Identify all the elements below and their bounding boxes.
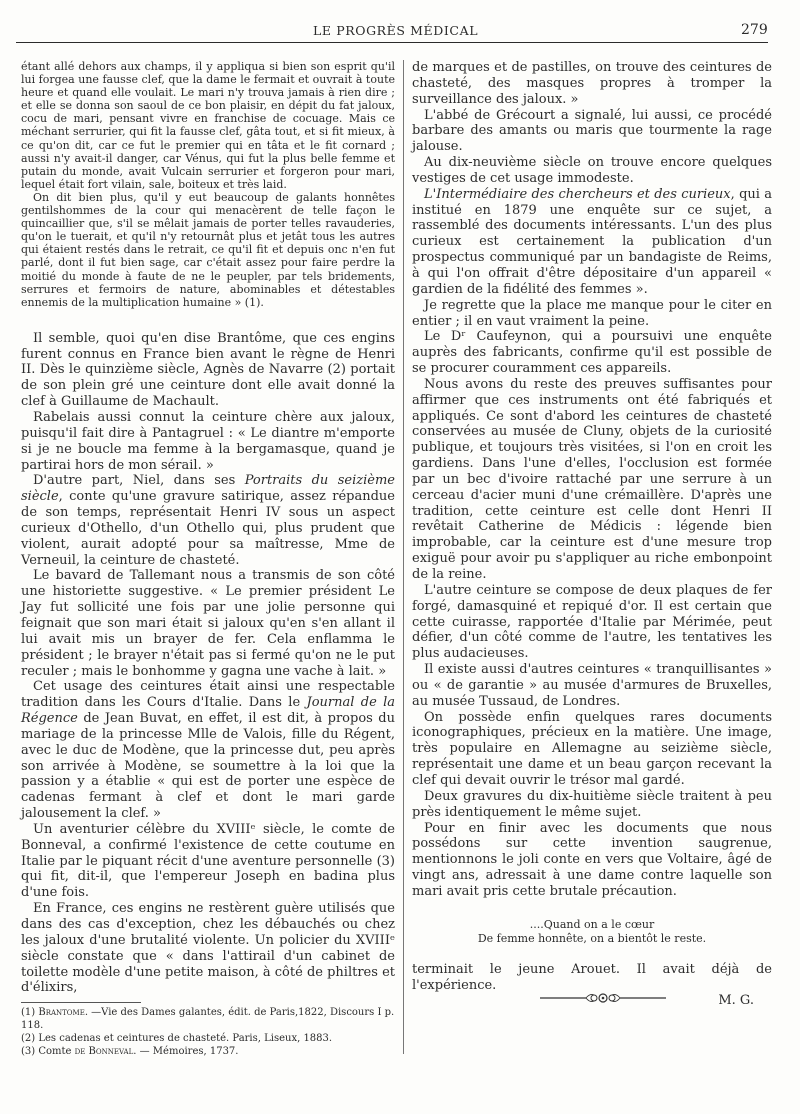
footnote-text: Les cadenas et ceintures de chasteté. Paris, Liseux, 1883. [38, 1033, 333, 1044]
body-paragraph: Au dix-neuvième siècle on trouve encore quelques vestiges de cet usage immodeste. [412, 155, 772, 186]
footnote-author: Brantome [38, 1007, 85, 1018]
verse-line: ....Quand on a le cœur [529, 917, 655, 931]
body-paragraph: L'abbé de Grécourt a signalé, lui aussi, ce procédé barbare des amants ou maris que tourmente la rage jalouse. [412, 107, 772, 155]
body-paragraph: Pour en finir avec les documents que nous possédons sur cette invention saugrenue, mentionnons le joli conte en vers que Voltaire, âgé de vingt ans, adressait à une dame contre laquelle son mari avait pris cette brutale précaution. [412, 820, 772, 899]
spacer [21, 309, 395, 331]
body-paragraph: Deux gravures du dix-huitième siècle traitent à peu près identiquement le même sujet. [412, 788, 772, 820]
body-paragraph [21, 473, 395, 568]
footnotes [21, 1006, 395, 1058]
footnote-text: . — Mémoires, 1737. [133, 1046, 239, 1057]
footnote-number: (3) Comte [21, 1046, 75, 1057]
italic-title: Journal de la Régence [21, 695, 396, 727]
text-run: Cet usage des ceintures était ainsi une respectable tradition dans les Cours d'Italie. Dans le [21, 679, 395, 711]
author-signature: M. G. [718, 993, 754, 1009]
quote-paragraph: On dit bien plus, qu'il y eut beaucoup de galants honnêtes gentilshommes de la cour qui menacèrent de telle façon le quincaillier que, s'il se mêlait jamais de porter telles ravauderies, qu'on le tuerait, et qu'il n'y retournât plus et jetât tous les autres qui étaient restés dans le retrait, ce qu'il fit et depuis onc n'en fut parlé, dont il fut bien sage, car c'était assez pour faire perdre la moitié du monde à faute de ne le peupler, par tels bridements, serrures et fermoirs de nature, abominables et détestables ennemis de la multiplication humaine » (1). [21, 190, 395, 309]
body-paragraph: Le bavard de Tallemant nous a transmis de son côté une historiette suggestive. « Le premier président Le Jay fut sollicité une fois par une jolie personne qui feignait que son mari était si jaloux qu'en s'en allant il lui avait mis un brayer de fer. Cela enflamma le président ; le brayer n'était pas si fermé qu'on ne le put reculer ; mais le bonhomme y gagna une vache à lait. » [21, 568, 395, 679]
page-header [0, 20, 800, 40]
body-paragraph: On possède enfin quelques rares documents iconographiques, précieux en la matière. Une image, très populaire en Allemagne au seizième siècle, représentait une dame et un beau garçon recevant la clef qui devait ouvrir le trésor mal gardé. [412, 709, 772, 788]
body-paragraph: En France, ces engins ne restèrent guère utilisés que dans des cas d'exception, chez les débauchés ou chez les jaloux d'une brutalité violente. Un policier du XVIIIᵉ siècle constate que « dans l'attirail d'un cabinet de toilette modèle d'une petite maison, à côté de philtres et d'élixirs, [21, 901, 395, 996]
footnote [21, 1032, 395, 1045]
closing-line: terminait le jeune Arouet. Il avait déjà de l'expérience. [412, 961, 772, 993]
column-divider [403, 60, 404, 1054]
footnote-author: de Bonneval [74, 1046, 134, 1057]
body-paragraph: Le Dʳ Caufeynon, qui a poursuivi une enquête auprès des fabricants, confirme qu'il est possible de se procurer couramment ces appareils. [412, 329, 772, 377]
text-run: , qui a institué en 1879 une enquête sur ce sujet, a rassemblé des documents intéressants. L'un des plus curieux est certainement la publication d'un prospectus communiqué par un bandagiste de Reims, à qui l'on offrait d'être dépositaire d'un appareil « gardien de la fidélité des femmes ». [412, 186, 773, 297]
body-paragraph: L'autre ceinture se compose de deux plaques de fer forgé, damasquiné et repiqué d'or. Il est certain que cette cuirasse, rapportée d'Italie par Mérimée, peut défier, d'un côté comme de l'autre, les tentatives les plus audacieuses. [412, 582, 772, 662]
left-column [21, 60, 395, 996]
italic-title: L'Intermédiaire des chercheurs et des curieux [424, 186, 731, 202]
verse-line: De femme honnête, on a bientôt le reste. [477, 931, 707, 945]
body-paragraph: Un aventurier célèbre du XVIIIᵉ siècle, le comte de Bonneval, a confirmé l'existence de cette coutume en Italie par le piquant récit d'une aventure personnelle (3) qui fit, dit-il, que l'empereur Joseph en badina plus d'une fois. [21, 821, 395, 901]
body-paragraph: Il existe aussi d'autres ceintures « tranquillisantes » ou « de garantie » au musée d'armures de Bruxelles, au musée Tussaud, de Londres. [412, 662, 772, 709]
footnote-number: (2) [21, 1033, 39, 1044]
italic-title: Portraits du seizième siècle [21, 473, 395, 505]
footnote-text: . —Vie des Dames galantes, édit. de Paris,1822, Discours I p. 118. [21, 1007, 395, 1031]
right-column [412, 60, 772, 1009]
text-run: de Jean Buvat, en effet, il est dit, à propos du mariage de la princesse Mlle de Valois, fille du Régent, avec le duc de Modène, que la princesse dut, peu après son arrivée à Modène, se soumettre à la loi que la passion y a établie « qui est de porter une espèce de cadenas fermant à clef et dont le mari garde jalousement la clef. » [21, 711, 395, 822]
text-run: D'autre part, Niel, dans ses [33, 473, 245, 489]
body-paragraph [21, 679, 395, 822]
body-paragraph: Nous avons du reste des preuves suffisantes pour affirmer que ces instruments ont été fabriqués et appliqués. Ce sont d'abord les ceintures de chasteté conservées au musée de Cluny, objets de la curiosité publique, et toujours très visitées, si l'on en croit les gardiens. Dans l'une d'elles, l'occlusion est formée par un bec d'ivoire rattaché par une serrure à un cerceau d'acier muni d'une crémaillère. D'après une tradition, cette ceinture est celle dont Henri II revêtait Catherine de Médicis : légende bien improbable, car la ceinture est d'une mesure trop exiguë pour avoir pu s'appliquer au riche embonpoint de la reine. [412, 376, 772, 582]
quotation-block [21, 60, 395, 309]
text-run: , conte qu'une gravure satirique, assez répandue de son temps, représentait Henri IV sous un aspect curieux d'Othello, d'un Othello qui, plus prudent que violent, aurait adopté pour sa maîtresse, Mme de Verneuil, la ceinture de chasteté. [21, 489, 395, 568]
quote-paragraph: étant allé dehors aux champs, il y appliqua si bien son esprit qu'il lui forgea une fausse clef, que la dame le fermait et ouvrait à toute heure et quand elle voulait. Le mari n'y trouva jamais à rien dire ; et elle se donna son saoul de ce bon plaisir, en dépit du fat jaloux, cocu de mari, pensant vivre en franchise de cocuage. Mais ce méchant serrurier, qui fit la fausse clef, gâta tout, et si fit mieux, à ce qu'on dit, car ce fut le premier qui en tâta et le fit cornard ; aussi n'y avait-il danger, car Vénus, qui fut la plus belle femme et putain du monde, avait Vulcain serrurier et forgeron pour mari, lequel était fort vilain, sale, boiteux et très laid. [21, 60, 395, 191]
footnote-number: (1) [21, 1007, 39, 1018]
running-title: LE PROGRÈS MÉDICAL [313, 23, 479, 38]
footnote-rule [21, 1002, 141, 1003]
verse-quotation [412, 918, 772, 946]
body-paragraph: de marques et de pastilles, on trouve des ceintures de chasteté, des masques propres à tromper la surveillance des jaloux. » [412, 60, 772, 107]
footnote [21, 1045, 395, 1058]
footnote [21, 1006, 395, 1032]
body-paragraph: Je regrette que la place me manque pour le citer en entier ; il en vaut vraiment la peine. [412, 297, 772, 329]
header-rule [16, 42, 768, 43]
body-paragraph: Rabelais aussi connut la ceinture chère aux jaloux, puisqu'il fait dire à Pantagruel : « Le diantre m'emporte si je ne boucle ma femme à la bergamasque, quand je partirai hors de mon sérail. » [21, 410, 395, 473]
floral-ornament-icon [538, 990, 668, 1006]
body-paragraph: Il semble, quoi qu'en dise Brantôme, que ces engins furent connus en France bien avant le règne de Henri II. Dès le quinzième siècle, Agnès de Navarre (2) portait de son plein gré une ceinture dont elle avait donné la clef à Guillaume de Machault. [21, 330, 395, 410]
page-number: 279 [741, 22, 768, 38]
body-paragraph [412, 187, 772, 298]
